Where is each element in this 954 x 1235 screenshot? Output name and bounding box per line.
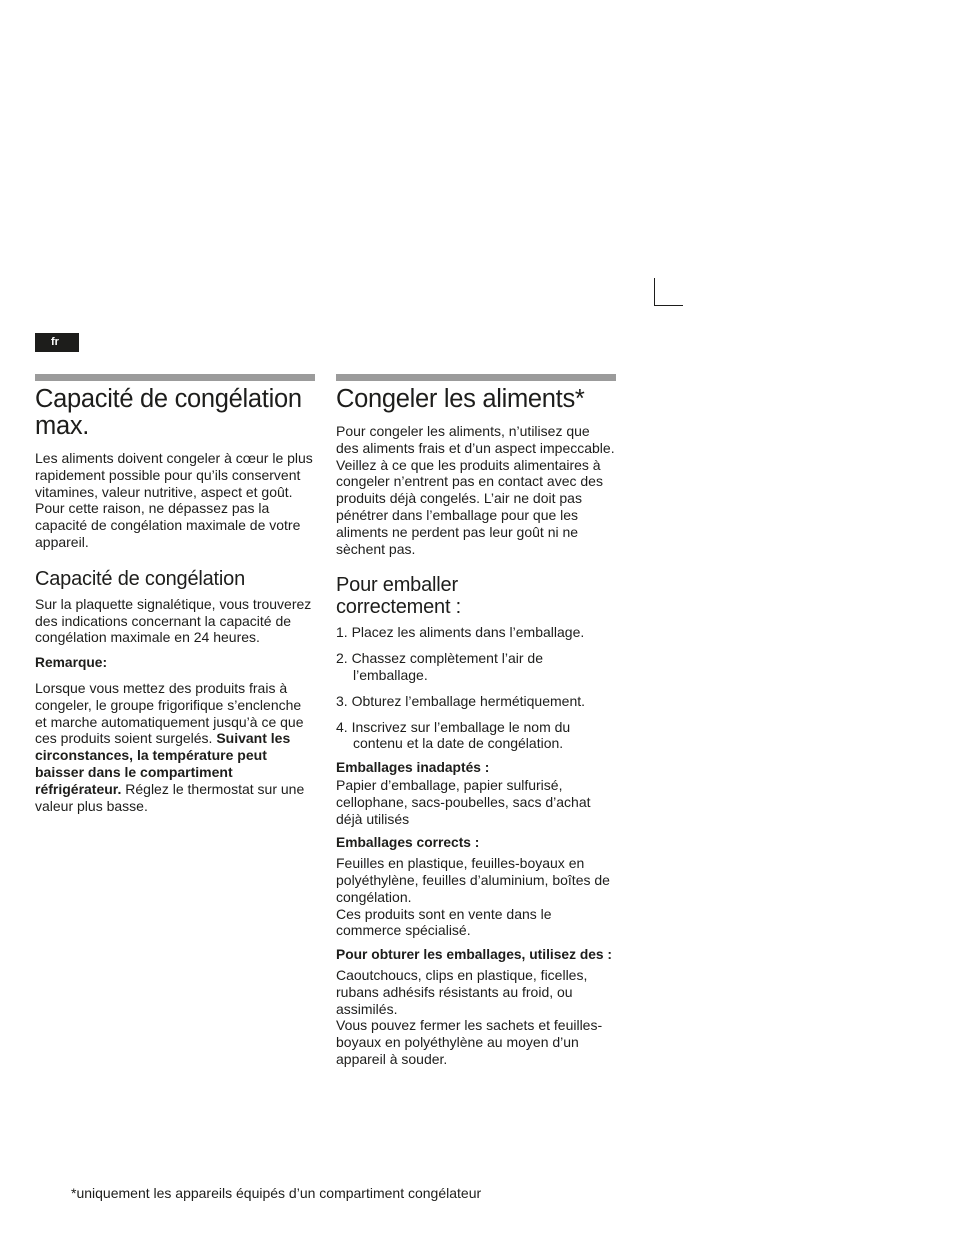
remark-paragraph xyxy=(35,680,315,814)
right-column xyxy=(336,374,616,1068)
remark-bold-text: Suivant les circonstances, la température peut baisser dans le compartiment réfrigérateur. xyxy=(35,730,291,797)
closing-paragraph: Caoutchoucs, clips en plastique, ficelles, rubans adhésifs résistants au froid, ou assimilés. xyxy=(336,966,588,1017)
section-rule xyxy=(35,374,315,381)
remark-label: Remarque: xyxy=(35,655,108,671)
suitable-paragraph-2: Ces produits sont en vente dans le commerce spécialisé. xyxy=(336,905,552,939)
suitable-label: Emballages corrects : xyxy=(336,835,480,851)
closing-paragraph-2: Vous pouvez fermer les sachets et feuilles-boyaux en polyéthylène au moyen d’un appareil à souder. xyxy=(336,1017,603,1067)
intro-paragraph: Les aliments doivent congeler à cœur le plus rapidement possible pour qu’ils conservent vitamines, valeur nutritive, aspect et goût. Pour cette raison, ne dépassez pas la capacité de congélation maximale de votre appareil. xyxy=(35,450,313,550)
footnote: *uniquement les appareils équipés d’un compartiment congélateur xyxy=(71,1185,482,1201)
remark-end-text: Réglez le thermostat sur une valeur plus basse. xyxy=(35,780,305,814)
list-item: 2. Chassez complètement l’air de l’emballage. xyxy=(336,650,543,683)
language-badge: fr xyxy=(35,333,79,352)
packing-steps xyxy=(336,624,616,752)
section-title: Capacité de congélation max. xyxy=(35,385,302,440)
subsection-title: Pour emballer correctement : xyxy=(336,574,462,619)
list-item: 3. Obturez l’emballage hermétiquement. xyxy=(336,692,586,709)
closing-label: Pour obturer les emballages, utilisez des : xyxy=(336,947,613,963)
subsection-title: Capacité de congélation xyxy=(35,567,245,590)
unsuitable-label: Emballages inadaptés : xyxy=(336,760,490,776)
suitable-paragraph: Feuilles en plastique, feuilles-boyaux en polyéthylène, feuilles d’aluminium, boîtes de congélation. xyxy=(336,855,610,905)
crop-mark xyxy=(654,278,683,306)
remark-text: Lorsque vous mettez des produits frais à congeler, le groupe frigorifique s’enclenche et marche automatiquement jusqu’à ce que ces produits soient surgelés. xyxy=(35,679,304,747)
list-item: 4. Inscrivez sur l’emballage le nom du contenu et la date de congélation. xyxy=(336,718,571,752)
list-item: 1. Placez les aliments dans l’emballage. xyxy=(336,624,585,641)
left-column xyxy=(35,374,315,814)
section-rule xyxy=(336,374,616,381)
section-title: Congeler les aliments* xyxy=(336,385,585,413)
unsuitable-paragraph: Papier d’emballage, papier sulfurisé, cellophane, sacs-poubelles, sacs d’achat déjà utilisés xyxy=(336,776,591,827)
intro-paragraph: Pour congeler les aliments, n’utilisez que des aliments frais et d’un aspect impeccable. Veillez à ce que les produits alimentaires à congeler n’entrent pas en contact avec des produits déjà congelés. L’air ne doit pas pénétrer dans l’emballage pour que les aliments ne perdent pas leur goût ni ne sèchent pas. xyxy=(336,423,615,557)
capacity-paragraph: Sur la plaquette signalétique, vous trouverez des indications concernant la capacité de congélation maximale en 24 heures. xyxy=(35,595,312,646)
